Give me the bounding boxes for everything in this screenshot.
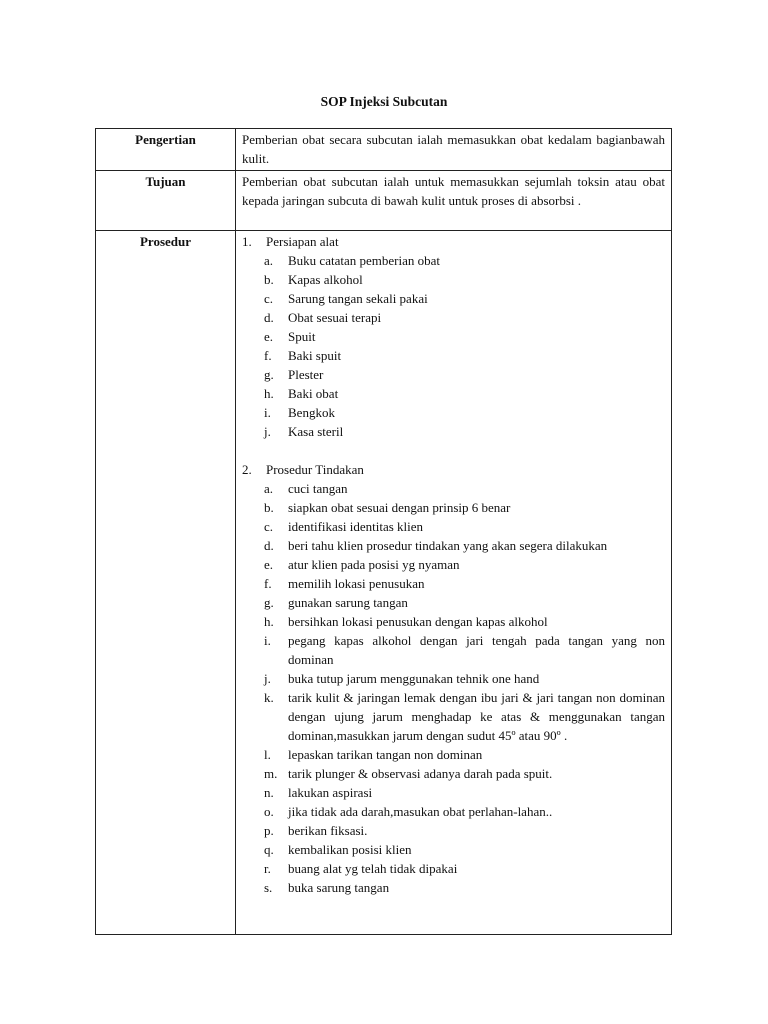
item-marker: f.	[264, 576, 272, 591]
item-text: pegang kapas alkohol dengan jari tengah pada tangan yang non dominan	[288, 633, 665, 667]
row-pengertian	[96, 129, 672, 171]
item-text: jika tidak ada darah,masukan obat perlahan-lahan..	[288, 804, 553, 819]
item-text: Spuit	[288, 329, 316, 344]
list-item	[264, 403, 665, 422]
item-marker: d.	[264, 310, 274, 325]
list-item	[264, 745, 665, 764]
item-marker: i.	[264, 405, 271, 420]
list-item	[264, 308, 665, 327]
item-text: beri tahu klien prosedur tindakan yang akan segera dilakukan	[288, 538, 608, 553]
item-text: lakukan aspirasi	[288, 785, 373, 800]
item-marker: m.	[264, 766, 278, 781]
list-item	[264, 669, 665, 688]
list-item	[264, 593, 665, 612]
prosedur-content	[236, 231, 672, 935]
section-heading	[242, 460, 665, 479]
item-marker: e.	[264, 329, 274, 344]
row-tujuan	[96, 171, 672, 231]
item-marker: p.	[264, 823, 274, 838]
section-number: 1.	[242, 234, 252, 249]
section-prosedur-tindakan	[242, 460, 665, 897]
item-list	[242, 251, 665, 441]
item-marker: e.	[264, 557, 274, 572]
item-text: tarik kulit & jaringan lemak dengan ibu jari & jari tangan non dominan dengan ujung jarum menghadap ke atas & menggunakan tangan dominan,masukkan jarum dengan sudut 45º atau 90º .	[288, 690, 665, 743]
list-item	[264, 365, 665, 384]
item-text: buka tutup jarum menggunakan tehnik one hand	[288, 671, 540, 686]
section-persiapan-alat	[242, 232, 665, 441]
list-item	[264, 859, 665, 878]
item-marker: s.	[264, 880, 273, 895]
item-text: Baki obat	[288, 386, 339, 401]
item-text: gunakan sarung tangan	[288, 595, 408, 610]
item-text: tarik plunger & observasi adanya darah pada spuit.	[288, 766, 553, 781]
item-text: siapkan obat sesuai dengan prinsip 6 benar	[288, 500, 511, 515]
list-item	[264, 422, 665, 441]
section-title: Persiapan alat	[266, 234, 339, 249]
item-text: lepaskan tarikan tangan non dominan	[288, 747, 483, 762]
item-text: Sarung tangan sekali pakai	[288, 291, 428, 306]
item-marker: c.	[264, 291, 274, 306]
item-text: bersihkan lokasi penusukan dengan kapas alkohol	[288, 614, 548, 629]
item-marker: l.	[264, 747, 271, 762]
item-text: memilih lokasi penusukan	[288, 576, 425, 591]
list-item	[264, 251, 665, 270]
section-spacer	[242, 441, 665, 460]
list-item	[264, 764, 665, 783]
list-item	[264, 631, 665, 669]
item-marker: k.	[264, 690, 274, 705]
tujuan-text: Pemberian obat subcutan ialah untuk memasukkan sejumlah toksin atau obat kepada jaringan subcuta di bawah kulit untuk proses di absorbsi .	[236, 171, 672, 231]
item-marker: b.	[264, 500, 274, 515]
list-item	[264, 517, 665, 536]
list-item	[264, 821, 665, 840]
item-text: atur klien pada posisi yg nyaman	[288, 557, 460, 572]
list-item	[264, 840, 665, 859]
list-item	[264, 612, 665, 631]
item-marker: g.	[264, 595, 274, 610]
section-number: 2.	[242, 462, 252, 477]
list-item	[264, 878, 665, 897]
list-item	[264, 802, 665, 821]
item-marker: h.	[264, 614, 274, 629]
item-text: Kapas alkohol	[288, 272, 363, 287]
item-text: Obat sesuai terapi	[288, 310, 382, 325]
list-item	[264, 536, 665, 555]
item-text: kembalikan posisi klien	[288, 842, 412, 857]
item-marker: g.	[264, 367, 274, 382]
item-marker: o.	[264, 804, 274, 819]
list-item	[264, 384, 665, 403]
list-item	[264, 574, 665, 593]
section-title: Prosedur Tindakan	[266, 462, 364, 477]
list-item	[264, 479, 665, 498]
list-item	[264, 346, 665, 365]
item-list	[242, 479, 665, 897]
item-text: Bengkok	[288, 405, 335, 420]
item-marker: f.	[264, 348, 272, 363]
item-text: Baki spuit	[288, 348, 342, 363]
item-marker: a.	[264, 253, 274, 268]
item-marker: j.	[264, 671, 271, 686]
list-item	[264, 327, 665, 346]
item-marker: d.	[264, 538, 274, 553]
pengertian-text: Pemberian obat secara subcutan ialah memasukkan obat kedalam bagianbawah kulit.	[236, 129, 672, 171]
item-text: Buku catatan pemberian obat	[288, 253, 440, 268]
item-text: buang alat yg telah tidak dipakai	[288, 861, 458, 876]
label-prosedur: Prosedur	[96, 231, 236, 935]
item-marker: h.	[264, 386, 274, 401]
item-marker: i.	[264, 633, 271, 648]
row-prosedur	[96, 231, 672, 935]
list-item	[264, 555, 665, 574]
item-text: berikan fiksasi.	[288, 823, 368, 838]
item-marker: n.	[264, 785, 274, 800]
list-item	[264, 498, 665, 517]
item-text: cuci tangan	[288, 481, 348, 496]
item-marker: c.	[264, 519, 274, 534]
item-marker: q.	[264, 842, 274, 857]
item-marker: b.	[264, 272, 274, 287]
list-item	[264, 688, 665, 745]
label-tujuan: Tujuan	[96, 171, 236, 231]
label-pengertian: Pengertian	[96, 129, 236, 171]
list-item	[264, 270, 665, 289]
item-text: Plester	[288, 367, 324, 382]
item-text: identifikasi identitas klien	[288, 519, 424, 534]
item-marker: r.	[264, 861, 271, 876]
item-text: buka sarung tangan	[288, 880, 390, 895]
item-text: Kasa steril	[288, 424, 344, 439]
item-marker: a.	[264, 481, 274, 496]
list-item	[264, 783, 665, 802]
section-heading	[242, 232, 665, 251]
list-item	[264, 289, 665, 308]
document-title: SOP Injeksi Subcutan	[320, 94, 448, 109]
item-marker: j.	[264, 424, 271, 439]
sop-table	[95, 128, 672, 935]
